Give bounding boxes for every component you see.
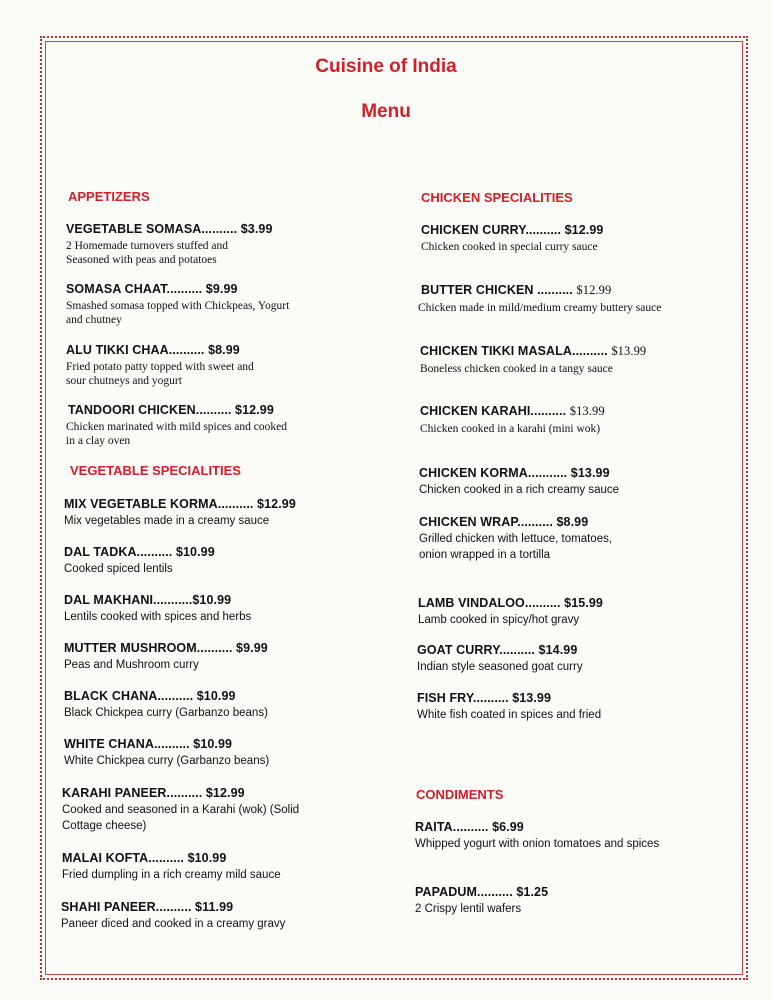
item-desc: Lentils cooked with spices and herbs <box>64 611 252 623</box>
item-desc: Mix vegetables made in a creamy sauce <box>64 515 270 527</box>
menu-item <box>62 851 382 884</box>
menu-item <box>415 885 735 918</box>
menu-item <box>417 691 737 724</box>
menu-item <box>417 643 737 676</box>
item-name: CHICKEN KORMA........... $13.99 <box>419 466 610 480</box>
menu-item <box>64 737 384 770</box>
menu-item <box>64 689 384 722</box>
item-desc: Chicken made in mild/medium creamy buttery sauce <box>418 302 662 314</box>
item-desc: Smashed somasa topped with Chickpeas, Yogurt and chutney <box>66 300 290 326</box>
item-desc: Lamb cooked in spicy/hot gravy <box>418 614 580 626</box>
item-desc: Chicken marinated with mild spices and cooked in a clay oven <box>66 421 287 447</box>
item-name: TANDOORI CHICKEN.......... $12.99 <box>68 403 274 417</box>
item-desc: Paneer diced and cooked in a creamy gravy <box>61 918 286 930</box>
item-desc: Fried potato patty topped with sweet and sour chutneys and yogurt <box>66 361 254 387</box>
item-name: WHITE CHANA.......... $10.99 <box>64 737 233 751</box>
menu-item <box>62 786 382 834</box>
menu-item <box>66 222 386 267</box>
restaurant-name: Cuisine of India <box>315 56 457 77</box>
item-name: VEGETABLE SOMASA.......... $3.99 <box>66 222 273 236</box>
item-desc: Chicken cooked in a rich creamy sauce <box>419 484 620 496</box>
section-chicken-specialities: CHICKEN SPECIALITIES <box>421 190 573 205</box>
menu-item <box>418 283 738 315</box>
section-vegetable-specialities: VEGETABLE SPECIALITIES <box>70 463 241 478</box>
menu-item <box>66 343 386 388</box>
item-desc: Cooked spiced lentils <box>64 563 173 575</box>
item-name: CHICKEN TIKKI MASALA.......... $13.99 <box>420 344 647 358</box>
item-desc: White Chickpea curry (Garbanzo beans) <box>64 755 270 767</box>
menu-item <box>418 596 738 629</box>
menu-item <box>419 466 739 499</box>
item-name: SOMASA CHAAT.......... $9.99 <box>66 282 238 296</box>
menu-item <box>64 641 384 674</box>
menu-item <box>415 820 735 853</box>
item-name: GOAT CURRY.......... $14.99 <box>417 643 578 657</box>
menu-item <box>64 593 384 626</box>
item-name: FISH FRY.......... $13.99 <box>417 691 552 705</box>
item-desc: Whipped yogurt with onion tomatoes and spices <box>415 838 660 850</box>
menu-item <box>64 545 384 578</box>
section-appetizers: APPETIZERS <box>68 189 150 204</box>
item-name: MUTTER MUSHROOM.......... $9.99 <box>64 641 268 655</box>
menu-item <box>419 515 739 563</box>
item-name: RAITA.......... $6.99 <box>415 820 524 834</box>
section-condiments: CONDIMENTS <box>416 787 504 802</box>
item-name: CHICKEN WRAP.......... $8.99 <box>419 515 589 529</box>
item-name: DAL MAKHANI...........$10.99 <box>64 593 232 607</box>
item-name: SHAHI PANEER.......... $11.99 <box>61 900 234 914</box>
item-name: MIX VEGETABLE KORMA.......... $12.99 <box>64 497 296 511</box>
item-desc: Black Chickpea curry (Garbanzo beans) <box>64 707 268 719</box>
menu-item <box>66 282 386 327</box>
item-desc: Boneless chicken cooked in a tangy sauce <box>420 363 613 375</box>
item-name: PAPADUM.......... $1.25 <box>415 885 549 899</box>
item-desc: Peas and Mushroom curry <box>64 659 199 671</box>
menu-item <box>420 404 740 436</box>
item-name: DAL TADKA.......... $10.99 <box>64 545 215 559</box>
item-desc: Fried dumpling in a rich creamy mild sauce <box>62 869 281 881</box>
item-name: CHICKEN CURRY.......... $12.99 <box>421 223 604 237</box>
item-name: BLACK CHANA.......... $10.99 <box>64 689 236 703</box>
item-name: KARAHI PANEER.......... $12.99 <box>62 786 245 800</box>
item-desc: Cooked and seasoned in a Karahi (wok) (Solid Cottage cheese) <box>62 804 300 832</box>
menu-item <box>61 900 381 933</box>
item-name: LAMB VINDALOO.......... $15.99 <box>418 596 603 610</box>
menu-heading: Menu <box>361 101 411 122</box>
menu-item <box>64 497 384 530</box>
item-desc: Chicken cooked in a karahi (mini wok) <box>420 423 601 435</box>
item-desc: Chicken cooked in special curry sauce <box>421 241 598 253</box>
menu-item <box>420 344 740 376</box>
item-desc: Indian style seasoned goat curry <box>417 661 583 673</box>
item-name: ALU TIKKI CHAA.......... $8.99 <box>66 343 240 357</box>
item-name: CHICKEN KARAHI.......... $13.99 <box>420 404 605 418</box>
item-desc: Grilled chicken with lettuce, tomatoes, onion wrapped in a tortilla <box>419 533 613 561</box>
item-desc: 2 Homemade turnovers stuffed and Seasoned with peas and potatoes <box>66 240 229 266</box>
item-name: BUTTER CHICKEN .......... $12.99 <box>421 283 612 297</box>
item-desc: 2 Crispy lentil wafers <box>415 903 522 915</box>
menu-item <box>421 223 741 254</box>
item-name: MALAI KOFTA.......... $10.99 <box>62 851 227 865</box>
menu-item <box>68 403 388 448</box>
item-desc: White fish coated in spices and fried <box>417 709 602 721</box>
